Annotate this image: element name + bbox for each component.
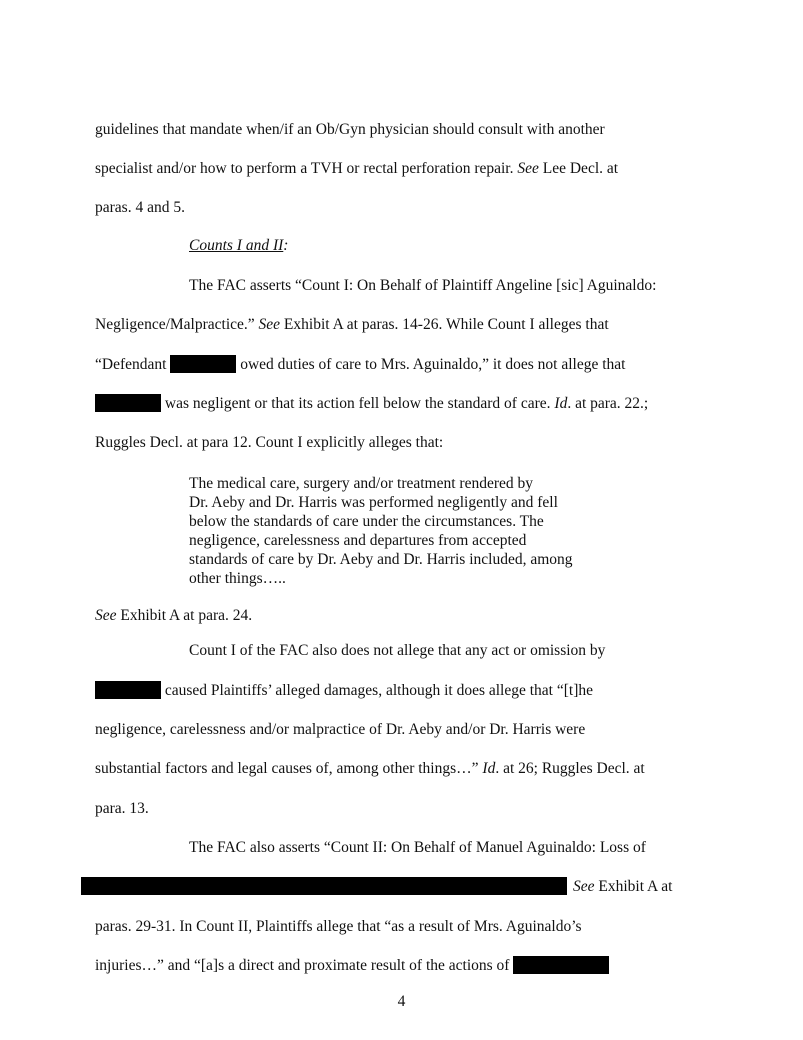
redaction-box bbox=[95, 681, 161, 699]
quote-line: Dr. Aeby and Dr. Harris was performed negligently and fell bbox=[189, 494, 558, 511]
body-line-14: substantial factors and legal causes of, among other things…” Id. at 26; Ruggles Decl. at bbox=[95, 760, 645, 777]
body-line-1: guidelines that mandate when/if an Ob/Gyn physician should consult with another bbox=[95, 121, 605, 138]
body-line-5: The FAC asserts “Count I: On Behalf of Plaintiff Angeline [sic] Aguinaldo: bbox=[189, 277, 657, 294]
body-line-17: See Exhibit A at bbox=[81, 877, 672, 897]
quote-line: below the standards of care under the circumstances. The bbox=[189, 513, 544, 530]
quote-line: negligence, carelessness and departures from accepted bbox=[189, 532, 527, 549]
body-line-8: was negligent or that its action fell below the standard of care. Id. at para. 22.; bbox=[95, 394, 648, 414]
quote-line: standards of care by Dr. Aeby and Dr. Harris included, among bbox=[189, 551, 573, 568]
quote-line: The medical care, surgery and/or treatment rendered by bbox=[189, 475, 533, 492]
body-line-9: Ruggles Decl. at para 12. Count I explicitly alleges that: bbox=[95, 434, 444, 451]
redaction-box bbox=[170, 355, 236, 373]
section-heading: Counts I and II: bbox=[189, 237, 289, 254]
body-line-6: Negligence/Malpractice.” See Exhibit A at paras. 14-26. While Count I alleges that bbox=[95, 316, 609, 333]
body-line-3: paras. 4 and 5. bbox=[95, 199, 185, 216]
page-number: 4 bbox=[397, 993, 406, 1010]
body-line-2: specialist and/or how to perform a TVH or rectal perforation repair. See Lee Decl. at bbox=[95, 160, 619, 177]
quote-line: other things….. bbox=[189, 570, 286, 587]
body-line-15: para. 13. bbox=[95, 800, 149, 817]
redaction-box bbox=[95, 394, 161, 412]
body-line-16: The FAC also asserts “Count II: On Behalf of Manuel Aguinaldo: Loss of bbox=[189, 839, 646, 856]
body-line-12: caused Plaintiffs’ alleged damages, although it does allege that “[t]he bbox=[95, 681, 593, 701]
body-line-13: negligence, carelessness and/or malpractice of Dr. Aeby and/or Dr. Harris were bbox=[95, 721, 586, 738]
body-line-18: paras. 29-31. In Count II, Plaintiffs allege that “as a result of Mrs. Aguinaldo’s bbox=[95, 918, 582, 935]
body-line-11: Count I of the FAC also does not allege that any act or omission by bbox=[189, 642, 606, 659]
redaction-box bbox=[513, 956, 609, 974]
block-quote bbox=[189, 474, 629, 588]
body-line-10: See Exhibit A at para. 24. bbox=[95, 607, 253, 624]
body-line-7: “Defendant owed duties of care to Mrs. Aguinaldo,” it does not allege that bbox=[95, 356, 626, 373]
redaction-box bbox=[81, 877, 567, 895]
body-line-19: injuries…” and “[a]s a direct and proximate result of the actions of bbox=[95, 956, 609, 976]
